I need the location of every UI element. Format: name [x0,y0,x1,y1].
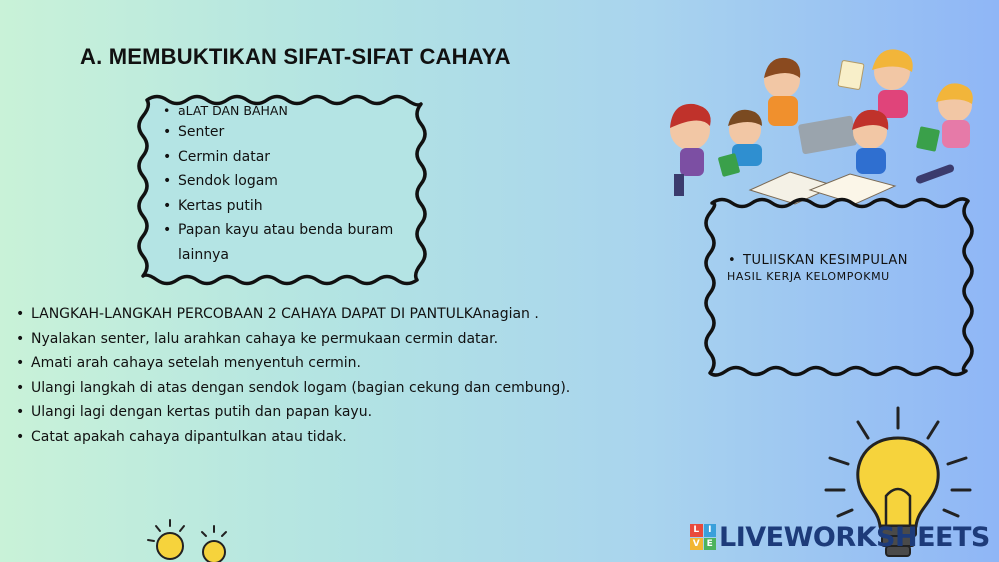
wavy-border [700,195,980,385]
liveworksheets-watermark [690,520,990,554]
small-lightbulbs-icon [140,518,250,562]
material-item: • Senter [163,120,423,145]
material-item: • Sendok logam [163,169,423,194]
step-item: • Ulangi langkah di atas dengan sendok logam (bagian cekung dan cembung). [16,376,570,401]
step-item: • Ulangi lagi dengan kertas putih dan papan kayu. [16,400,570,425]
liveworksheets-logo: L I V E [690,524,716,550]
materials-heading: • aLAT DAN BAHAN [163,102,423,120]
step-item: • LANGKAH-LANGKAH PERCOBAAN 2 CAHAYA DAPAT DI PANTULKAnagian . [16,302,570,327]
conclusion-subprompt: HASIL KERJA KELOMPOKMU [727,270,890,283]
step-item: • Amati arah cahaya setelah menyentuh cermin. [16,351,570,376]
conclusion-prompt: • TULlISKAN KESIMPULAN [728,253,908,268]
material-item: • Cermin datar [163,145,423,170]
page-title: A. MEMBUKTIKAN SIFAT-SIFAT CAHAYA [80,44,511,69]
material-item: • Papan kayu atau benda buram lainnya [163,218,423,267]
materials-box [135,92,433,292]
material-item: • Kertas putih [163,194,423,219]
steps-list [16,302,570,449]
step-item: • Catat apakah cahaya dipantulkan atau tidak. [16,425,570,450]
conclusion-box[interactable] [700,195,980,385]
liveworksheets-text: LIVEWORKSHEETS [719,521,990,553]
children-reading-illustration [660,40,990,205]
step-item: • Nyalakan senter, lalu arahkan cahaya ke permukaan cermin datar. [16,327,570,352]
